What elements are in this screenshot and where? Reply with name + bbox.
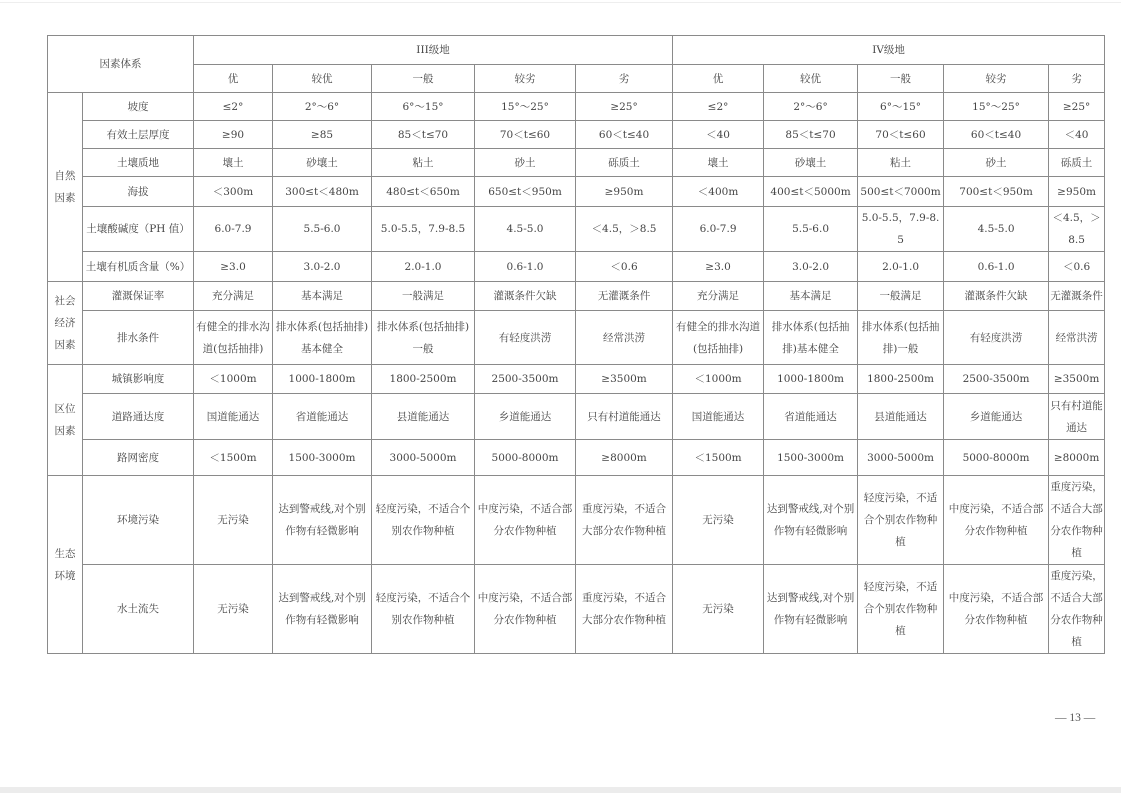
value-cell: ＜40 — [673, 121, 764, 149]
value-cell: 排水体系(包括抽排)基本健全 — [273, 311, 372, 365]
value-cell: 乡道能通达 — [944, 394, 1049, 440]
value-cell: ≤2° — [673, 93, 764, 121]
value-cell: 85＜t≤70 — [764, 121, 858, 149]
value-cell: 中度污染，不适合部分农作物种植 — [475, 476, 576, 565]
value-cell: 充分满足 — [673, 282, 764, 311]
value-cell: 1000-1800m — [273, 365, 372, 394]
value-cell: ≥3.0 — [673, 252, 764, 282]
value-cell: 300≤t＜480m — [273, 177, 372, 207]
value-cell: 壤土 — [194, 149, 273, 177]
value-cell: 有轻度洪涝 — [475, 311, 576, 365]
table-row — [48, 93, 1105, 121]
category-cell — [48, 365, 83, 476]
value-cell: 5.5-6.0 — [764, 207, 858, 252]
table-row — [48, 252, 1105, 282]
value-cell: ≥8000m — [1049, 440, 1105, 476]
value-cell: 县道能通达 — [372, 394, 475, 440]
value-cell: 85＜t≤70 — [372, 121, 475, 149]
category-label-line: 区位 — [54, 403, 76, 415]
table-row — [48, 365, 1105, 394]
value-cell: ≥85 — [273, 121, 372, 149]
value-cell: ＜0.6 — [1049, 252, 1105, 282]
value-cell: 灌溉条件欠缺 — [944, 282, 1049, 311]
value-cell: 1500-3000m — [273, 440, 372, 476]
factor-label: 土壤有机质含量（%） — [83, 252, 194, 282]
value-cell: 400≤t＜5000m — [764, 177, 858, 207]
factor-label: 路网密度 — [83, 440, 194, 476]
table-row — [48, 207, 1105, 252]
value-cell: 达到警戒线,对个别作物有轻微影响 — [764, 476, 858, 565]
value-cell: 排水体系(包括抽排)一般 — [372, 311, 475, 365]
level-header-row — [48, 65, 1105, 93]
factor-label: 海拔 — [83, 177, 194, 207]
value-cell: 15°～25° — [475, 93, 576, 121]
value-cell: 0.6-1.0 — [944, 252, 1049, 282]
category-label-line: 因素 — [54, 192, 76, 204]
category-label-line: 经济 — [54, 317, 76, 329]
value-cell: 2500-3500m — [944, 365, 1049, 394]
table-row — [48, 440, 1105, 476]
corner-header: 因素体系 — [48, 36, 194, 93]
value-cell: ≥950m — [1049, 177, 1105, 207]
value-cell: 壤土 — [673, 149, 764, 177]
land-grade-factor-table — [47, 35, 1105, 654]
value-cell: 650≤t＜950m — [475, 177, 576, 207]
value-cell: 中度污染，不适合部分农作物种植 — [944, 476, 1049, 565]
value-cell: ＜300m — [194, 177, 273, 207]
value-cell: 达到警戒线,对个别作物有轻微影响 — [764, 565, 858, 654]
category-label-line: 自然 — [54, 170, 76, 182]
value-cell: 5.0-5.5，7.9-8.5 — [858, 207, 944, 252]
value-cell: 500≤t＜7000m — [858, 177, 944, 207]
table-row — [48, 476, 1105, 565]
value-cell: 无灌溉条件 — [576, 282, 673, 311]
value-cell: 3000-5000m — [858, 440, 944, 476]
factor-label: 土壤酸碱度（PH 值） — [83, 207, 194, 252]
factor-label: 排水条件 — [83, 311, 194, 365]
table-row — [48, 121, 1105, 149]
value-cell: 砂壤土 — [273, 149, 372, 177]
value-cell: 重度污染，不适合大部分农作物种植 — [576, 565, 673, 654]
value-cell: ＜1500m — [194, 440, 273, 476]
level-header-iii-0: 优 — [194, 65, 273, 93]
value-cell: 4.5-5.0 — [475, 207, 576, 252]
value-cell: ≥3.0 — [194, 252, 273, 282]
table-row — [48, 565, 1105, 654]
level-header-iv-1: 较优 — [764, 65, 858, 93]
value-cell: 无污染 — [673, 476, 764, 565]
value-cell: 粘土 — [372, 149, 475, 177]
category-label-line: 社会 — [54, 295, 76, 307]
value-cell: 700≤t＜950m — [944, 177, 1049, 207]
value-cell: 一般满足 — [858, 282, 944, 311]
table-row — [48, 282, 1105, 311]
value-cell: 中度污染，不适合部分农作物种植 — [944, 565, 1049, 654]
factor-label: 城镇影响度 — [83, 365, 194, 394]
value-cell: 6°～15° — [858, 93, 944, 121]
value-cell: 15°～25° — [944, 93, 1049, 121]
value-cell: ≥3500m — [576, 365, 673, 394]
value-cell: 有健全的排水沟道(包括抽排) — [194, 311, 273, 365]
value-cell: 60＜t≤40 — [576, 121, 673, 149]
level-header-iii-3: 较劣 — [475, 65, 576, 93]
value-cell: 国道能通达 — [673, 394, 764, 440]
value-cell: 6°～15° — [372, 93, 475, 121]
factor-label: 水土流失 — [83, 565, 194, 654]
value-cell: 达到警戒线,对个别作物有轻微影响 — [273, 476, 372, 565]
value-cell: ＜1000m — [194, 365, 273, 394]
value-cell: 60＜t≤40 — [944, 121, 1049, 149]
value-cell: 3.0-2.0 — [764, 252, 858, 282]
value-cell: 排水体系(包括抽排)基本健全 — [764, 311, 858, 365]
value-cell: ＜4.5，＞8.5 — [576, 207, 673, 252]
value-cell: 2500-3500m — [475, 365, 576, 394]
table-row — [48, 394, 1105, 440]
value-cell: 5.5-6.0 — [273, 207, 372, 252]
value-cell: 1000-1800m — [764, 365, 858, 394]
value-cell: ≥90 — [194, 121, 273, 149]
grade-group-header-iv: IV级地 — [673, 36, 1105, 65]
value-cell: 70＜t≤60 — [858, 121, 944, 149]
category-label-line: 因素 — [54, 425, 76, 437]
value-cell: 充分满足 — [194, 282, 273, 311]
value-cell: 1800-2500m — [372, 365, 475, 394]
page-edge — [0, 2, 1121, 3]
value-cell: 5000-8000m — [475, 440, 576, 476]
value-cell: 经常洪涝 — [576, 311, 673, 365]
factor-label: 灌溉保证率 — [83, 282, 194, 311]
value-cell: 基本满足 — [273, 282, 372, 311]
value-cell: 基本满足 — [764, 282, 858, 311]
value-cell: 县道能通达 — [858, 394, 944, 440]
level-header-iv-0: 优 — [673, 65, 764, 93]
category-cell — [48, 93, 83, 282]
factor-label: 有效土层厚度 — [83, 121, 194, 149]
value-cell: 经常洪涝 — [1049, 311, 1105, 365]
value-cell: 无灌溉条件 — [1049, 282, 1105, 311]
value-cell: 国道能通达 — [194, 394, 273, 440]
value-cell: 3000-5000m — [372, 440, 475, 476]
value-cell: ＜40 — [1049, 121, 1105, 149]
value-cell: 灌溉条件欠缺 — [475, 282, 576, 311]
value-cell: 排水体系(包括抽排)一般 — [858, 311, 944, 365]
page-number: — 13 — — [1055, 712, 1096, 724]
value-cell: 只有村道能通达 — [1049, 394, 1105, 440]
level-header-iv-3: 较劣 — [944, 65, 1049, 93]
value-cell: 砾质土 — [1049, 149, 1105, 177]
level-header-iii-4: 劣 — [576, 65, 673, 93]
factor-label: 道路通达度 — [83, 394, 194, 440]
value-cell: 0.6-1.0 — [475, 252, 576, 282]
level-header-iii-1: 较优 — [273, 65, 372, 93]
category-label-line: 生态 — [54, 547, 76, 560]
value-cell: 2°～6° — [764, 93, 858, 121]
table-row — [48, 149, 1105, 177]
value-cell: 轻度污染，不适合个别农作物种植 — [372, 476, 475, 565]
factor-label: 环境污染 — [83, 476, 194, 565]
value-cell: 有轻度洪涝 — [944, 311, 1049, 365]
value-cell: 无污染 — [194, 476, 273, 565]
value-cell: 重度污染，不适合大部分农作物种植 — [1049, 476, 1105, 565]
value-cell: ≤2° — [194, 93, 273, 121]
value-cell: ＜400m — [673, 177, 764, 207]
value-cell: 只有村道能通达 — [576, 394, 673, 440]
value-cell: 5.0-5.5，7.9-8.5 — [372, 207, 475, 252]
table-row — [48, 311, 1105, 365]
value-cell: 70＜t≤60 — [475, 121, 576, 149]
value-cell: ≥25° — [1049, 93, 1105, 121]
level-header-iii-2: 一般 — [372, 65, 475, 93]
value-cell: 省道能通达 — [764, 394, 858, 440]
table-row — [48, 177, 1105, 207]
value-cell: 粘土 — [858, 149, 944, 177]
value-cell: ≥3500m — [1049, 365, 1105, 394]
grade-group-header-iii: III级地 — [194, 36, 673, 65]
value-cell: 重度污染，不适合大部分农作物种植 — [576, 476, 673, 565]
value-cell: 达到警戒线,对个别作物有轻微影响 — [273, 565, 372, 654]
value-cell: 无污染 — [194, 565, 273, 654]
page-edge — [0, 787, 1121, 793]
value-cell: 中度污染，不适合部分农作物种植 — [475, 565, 576, 654]
value-cell: ＜0.6 — [576, 252, 673, 282]
value-cell: 1500-3000m — [764, 440, 858, 476]
value-cell: ≥950m — [576, 177, 673, 207]
value-cell: 3.0-2.0 — [273, 252, 372, 282]
factor-label: 坡度 — [83, 93, 194, 121]
factor-label: 土壤质地 — [83, 149, 194, 177]
value-cell: 有健全的排水沟道(包括抽排) — [673, 311, 764, 365]
value-cell: 2.0-1.0 — [858, 252, 944, 282]
value-cell: ≥8000m — [576, 440, 673, 476]
value-cell: 6.0-7.9 — [194, 207, 273, 252]
value-cell: 1800-2500m — [858, 365, 944, 394]
value-cell: 砂壤土 — [764, 149, 858, 177]
value-cell: 轻度污染，不适合个别农作物种植 — [858, 476, 944, 565]
value-cell: 轻度污染，不适合个别农作物种植 — [372, 565, 475, 654]
value-cell: ＜1000m — [673, 365, 764, 394]
category-cell — [48, 476, 83, 654]
value-cell: 6.0-7.9 — [673, 207, 764, 252]
value-cell: 省道能通达 — [273, 394, 372, 440]
value-cell: 2.0-1.0 — [372, 252, 475, 282]
value-cell: 2°～6° — [273, 93, 372, 121]
value-cell: ≥25° — [576, 93, 673, 121]
value-cell: 砂土 — [944, 149, 1049, 177]
category-label-line: 环境 — [54, 569, 76, 582]
value-cell: 4.5-5.0 — [944, 207, 1049, 252]
level-header-iv-2: 一般 — [858, 65, 944, 93]
value-cell: 乡道能通达 — [475, 394, 576, 440]
value-cell: 无污染 — [673, 565, 764, 654]
value-cell: 一般满足 — [372, 282, 475, 311]
category-cell — [48, 282, 83, 365]
level-header-iv-4: 劣 — [1049, 65, 1105, 93]
value-cell: 5000-8000m — [944, 440, 1049, 476]
category-label-line: 因素 — [54, 339, 76, 351]
value-cell: ＜4.5，＞8.5 — [1049, 207, 1105, 252]
value-cell: 砾质土 — [576, 149, 673, 177]
value-cell: 轻度污染，不适合个别农作物种植 — [858, 565, 944, 654]
value-cell: ＜1500m — [673, 440, 764, 476]
value-cell: 重度污染，不适合大部分农作物种植 — [1049, 565, 1105, 654]
value-cell: 砂土 — [475, 149, 576, 177]
value-cell: 480≤t＜650m — [372, 177, 475, 207]
